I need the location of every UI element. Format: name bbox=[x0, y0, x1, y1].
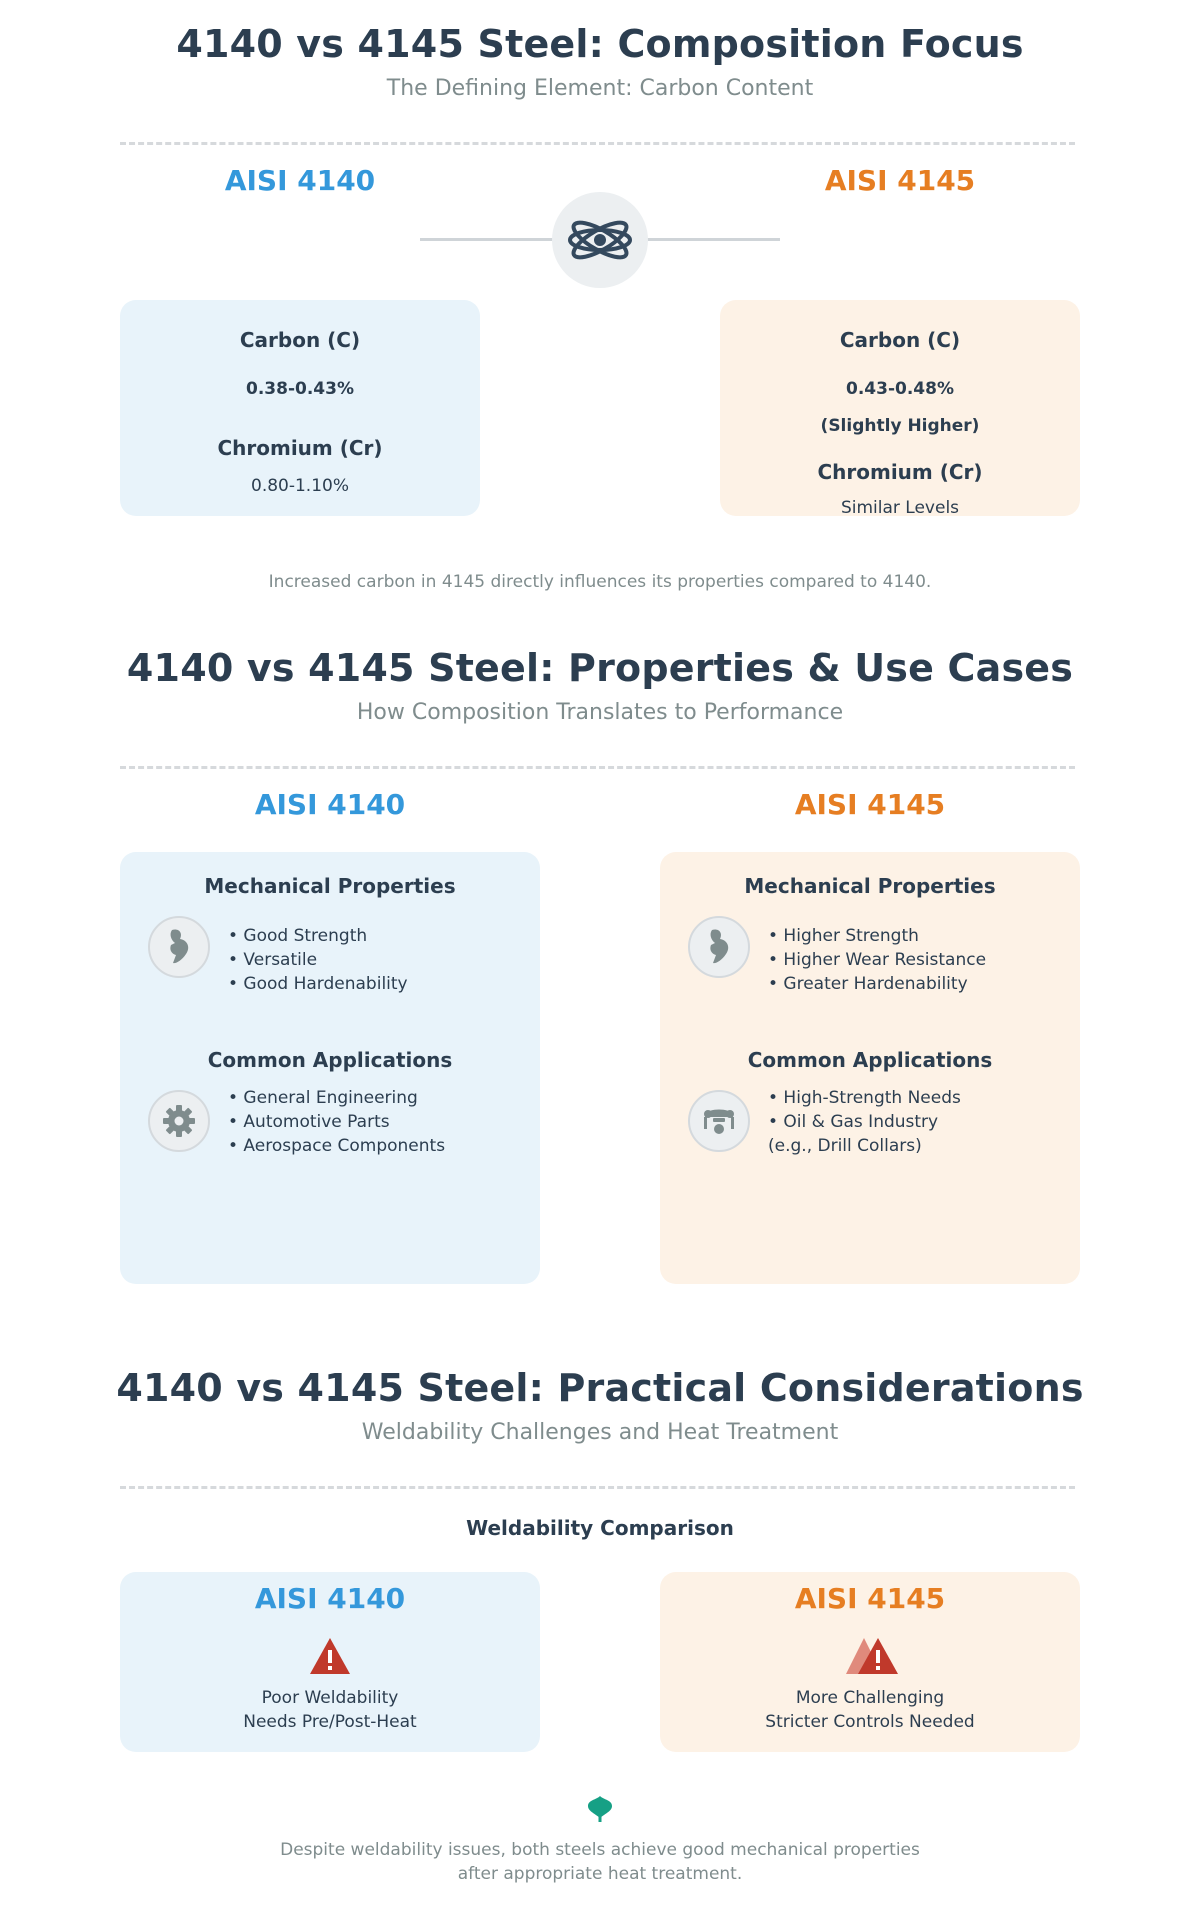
atom-icon bbox=[552, 192, 648, 288]
oil-rig-icon bbox=[688, 1090, 750, 1152]
chromium-label: Chromium (Cr) bbox=[817, 460, 983, 484]
weldability-line2: Needs Pre/Post-Heat bbox=[243, 1712, 417, 1732]
mechanical-list bbox=[228, 924, 408, 996]
chromium-value: 0.80-1.10% bbox=[251, 476, 349, 496]
list-item: • Oil & Gas Industry bbox=[768, 1112, 939, 1132]
practical-subtitle: Weldability Challenges and Heat Treatment bbox=[361, 1420, 839, 1445]
gear-icon bbox=[148, 1090, 210, 1152]
properties-subtitle: How Composition Translates to Performance bbox=[356, 700, 844, 725]
applications-list bbox=[768, 1086, 961, 1158]
weldability-card-4140 bbox=[120, 1572, 540, 1752]
composition-card-4145 bbox=[720, 300, 1080, 516]
carbon-note: (Slightly Higher) bbox=[820, 416, 980, 436]
list-item: • Aerospace Components bbox=[228, 1136, 446, 1156]
composition-head-4145: AISI 4145 bbox=[824, 164, 976, 197]
list-item: • Versatile bbox=[228, 950, 318, 970]
footer-line1: Despite weldability issues, both steels achieve good mechanical properties bbox=[280, 1840, 920, 1860]
weldability-line2: Stricter Controls Needed bbox=[765, 1712, 975, 1732]
applications-list bbox=[228, 1086, 445, 1158]
composition-title: 4140 vs 4145 Steel: Composition Focus bbox=[176, 22, 1024, 66]
divider bbox=[120, 766, 1075, 769]
carbon-label: Carbon (C) bbox=[239, 328, 361, 352]
mechanical-heading: Mechanical Properties bbox=[744, 874, 996, 898]
weldability-title: Weldability Comparison bbox=[466, 1516, 734, 1540]
mechanical-heading: Mechanical Properties bbox=[204, 874, 456, 898]
list-item: • Higher Wear Resistance bbox=[768, 950, 987, 970]
applications-heading: Common Applications bbox=[747, 1048, 993, 1072]
footer-line2: after appropriate heat treatment. bbox=[457, 1864, 743, 1884]
list-item: • High-Strength Needs bbox=[768, 1088, 961, 1108]
applications-heading: Common Applications bbox=[207, 1048, 453, 1072]
leaf-icon bbox=[584, 1792, 616, 1824]
weldability-line1: Poor Weldability bbox=[261, 1688, 399, 1708]
properties-card-4140 bbox=[120, 852, 540, 1284]
carbon-label: Carbon (C) bbox=[839, 328, 961, 352]
mechanical-list bbox=[768, 924, 986, 996]
weldability-head: AISI 4145 bbox=[794, 1582, 946, 1615]
divider bbox=[120, 142, 1075, 145]
properties-card-4145 bbox=[660, 852, 1080, 1284]
properties-head-4140: AISI 4140 bbox=[254, 788, 406, 821]
composition-subtitle: The Defining Element: Carbon Content bbox=[386, 76, 814, 101]
weldability-card-4145 bbox=[660, 1572, 1080, 1752]
composition-head-4140: AISI 4140 bbox=[224, 164, 376, 197]
carbon-value: 0.38-0.43% bbox=[246, 379, 354, 399]
muscle-icon bbox=[148, 916, 210, 978]
list-item: • General Engineering bbox=[228, 1088, 418, 1108]
composition-card-4140 bbox=[120, 300, 480, 516]
list-item: • Good Strength bbox=[228, 926, 368, 946]
weldability-line1: More Challenging bbox=[795, 1688, 945, 1708]
warning-triangle-icon bbox=[308, 1636, 352, 1676]
properties-head-4145: AISI 4145 bbox=[794, 788, 946, 821]
chromium-value: Similar Levels bbox=[840, 498, 960, 518]
carbon-value: 0.43-0.48% bbox=[846, 379, 954, 399]
warning-triangle-icon bbox=[844, 1636, 900, 1676]
list-item: • Higher Strength bbox=[768, 926, 919, 946]
composition-note: Increased carbon in 4145 directly influences its properties compared to 4140. bbox=[268, 572, 932, 592]
properties-title: 4140 vs 4145 Steel: Properties & Use Cases bbox=[126, 646, 1074, 690]
divider bbox=[120, 1486, 1075, 1489]
list-item: • Greater Hardenability bbox=[768, 974, 968, 994]
list-item: • Automotive Parts bbox=[228, 1112, 390, 1132]
muscle-icon bbox=[688, 916, 750, 978]
weldability-head: AISI 4140 bbox=[254, 1582, 406, 1615]
practical-title: 4140 vs 4145 Steel: Practical Considerations bbox=[116, 1366, 1084, 1410]
list-item: (e.g., Drill Collars) bbox=[768, 1136, 922, 1156]
list-item: • Good Hardenability bbox=[228, 974, 408, 994]
chromium-label: Chromium (Cr) bbox=[217, 436, 383, 460]
